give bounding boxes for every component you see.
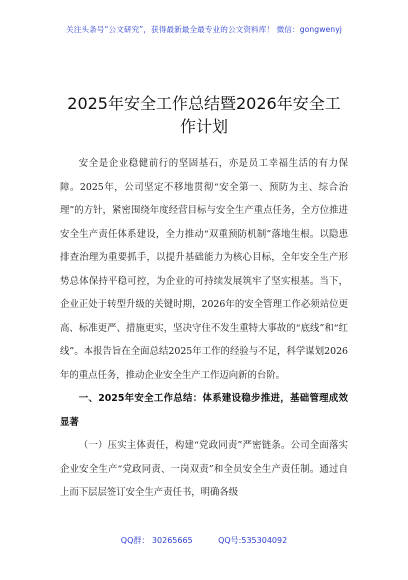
document-title: 2025年安全工作总结暨2026年安全工作计划 [67, 94, 341, 136]
section-heading: 一、2025年安全工作总结：体系建设稳步推进，基础管理成效显著 [60, 393, 348, 428]
document-body [60, 152, 348, 505]
header-notice: 关注头条号“公文研究”，获得最新最全最专业的公文资料库！ 微信：gongwenyj [66, 25, 342, 34]
footer-contact: QQ群： 30265665 QQ号:535304092 [120, 536, 288, 545]
section-paragraph: （一）压实主体责任，构建“党政同责”严密链条。公司全面落实企业安全生产“党政同责、一岗双责”和全员安全生产责任制。通过自上而下层层签订安全生产责任书，明确各级 [60, 440, 348, 498]
intro-paragraph: 安全是企业稳健前行的坚固基石，亦是员工幸福生活的有力保障。2025年，公司坚定不移地贯彻“安全第一、预防为主、综合治理”的方针，紧密围绕年度经营目标与安全生产重点任务，全方位推进安全生产责任体系建设，全力推动“双重预防机制”落地生根。以隐患排查治理为重要抓手，以提升基础能力为核心目标，全年安全生产形势总体保持平稳可控，为企业的可持续发展筑牢了坚实根基。当下，企业正处于转型升级的关键时期，2026年的安全管理工作必须站位更高、标准更严、措施更实，坚决守住不发生重特大事故的“底线”和“红线”。本报告旨在全面总结2025年工作的经验与不足，科学谋划2026年的重点任务，推动企业安全生产工作迈向新的台阶。 [60, 158, 348, 381]
